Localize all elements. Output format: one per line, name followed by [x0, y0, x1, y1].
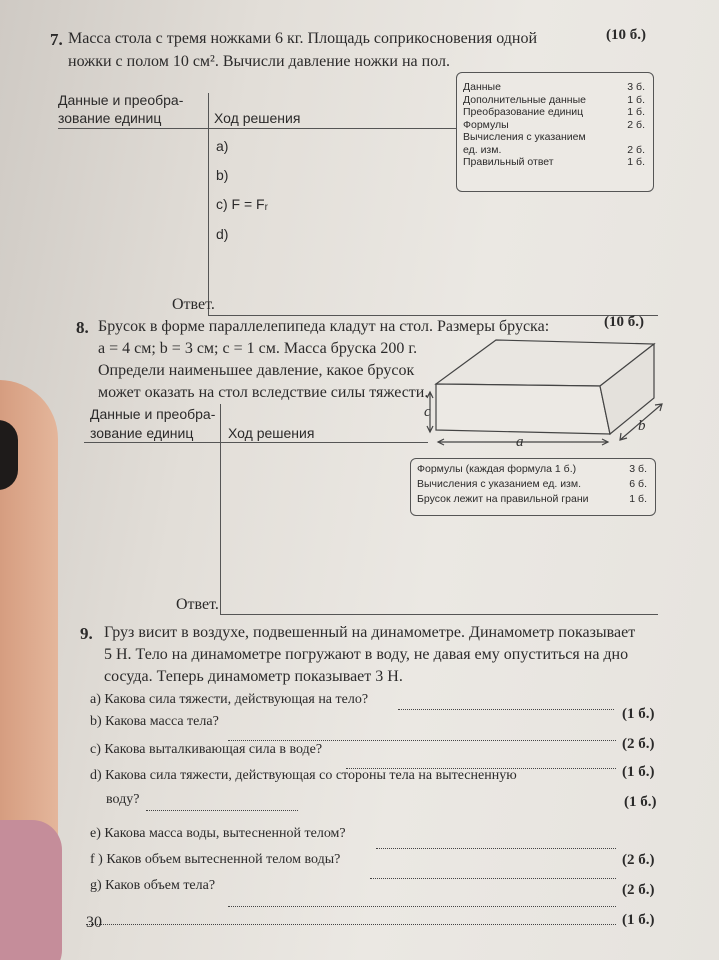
answer-line-g[interactable]	[228, 906, 616, 907]
task7-col-data-line1: Данные и преобра-	[58, 92, 184, 108]
task8-answer-label: Ответ.	[176, 596, 219, 613]
task8-text-line4: может оказать на стол вследствие силы тяжести.	[98, 384, 429, 401]
task9-points-f: (2 б.)	[622, 882, 655, 898]
answer-line-d[interactable]	[146, 810, 298, 811]
task7-step-a: a)	[216, 138, 229, 154]
task7-header-rule	[58, 128, 458, 129]
task8-column-divider	[220, 404, 221, 614]
rubric-row: Формулы (каждая формула 1 б.) 3 б.	[417, 463, 647, 475]
task8-text-line1: Брусок в форме параллелепипеда кладут на стол. Размеры бруска:	[98, 318, 550, 335]
task7-answer-rule	[208, 315, 658, 316]
task9-question-b: b) Какова масса тела?	[90, 714, 219, 729]
task9-question-d-cont: воду?	[106, 792, 140, 807]
task8-points: (10 б.)	[604, 314, 644, 330]
dim-c-label: c	[424, 404, 431, 420]
task9-text-line1: Груз висит в воздухе, подвешенный на динамометре. Динамометр показывает	[104, 624, 636, 641]
task7-step-b: b)	[216, 167, 229, 183]
answer-line-f[interactable]	[370, 878, 616, 879]
task8-answer-rule	[220, 614, 658, 615]
task7-col-data-line2: зование единиц	[58, 110, 162, 126]
task9-points-d: (1 б.)	[624, 794, 657, 810]
task9-points-c: (1 б.)	[622, 764, 655, 780]
task7-text-line1: Масса стола с тремя ножками 6 кг. Площадь соприкосновения одной	[68, 30, 538, 47]
task9-question-e: e) Какова масса воды, вытесненной телом?	[90, 826, 346, 841]
rubric-row: Дополнительные данные 1 б.	[463, 93, 645, 106]
brick-diagram	[424, 332, 674, 462]
rubric-row: Вычисления с указанием ед. изм. 6 б.	[417, 478, 647, 490]
answer-line-extra[interactable]	[86, 924, 616, 925]
rubric-row: ед. изм. 2 б.	[463, 143, 645, 156]
task7-points: (10 б.)	[606, 27, 646, 43]
task9-question-a: a) Какова сила тяжести, действующая на тело?	[90, 692, 369, 707]
answer-line-a[interactable]	[398, 709, 614, 710]
task7-number: 7.	[50, 30, 63, 49]
task8-header-rule	[84, 442, 428, 443]
task8-text-line3: Определи наименьшее давление, какое брусок	[98, 362, 415, 379]
task9-question-d: d) Какова сила тяжести, действующая со стороны тела на вытесненную	[90, 768, 517, 783]
task9-question-g: g) Каков объем тела?	[90, 878, 216, 893]
rubric-row: Брусок лежит на правильной грани 1 б.	[417, 493, 647, 505]
task7-col-solution: Ход решения	[214, 110, 301, 126]
fingernail-photo-overlay	[0, 420, 18, 490]
task8-rubric-box	[410, 458, 656, 516]
page-number: 30	[86, 914, 102, 931]
task7-step-c: c) F = Fᵣ	[216, 196, 268, 212]
task9-text-line3: сосуда. Теперь динамометр показывает 3 Н.	[104, 668, 403, 685]
task9-question-c: c) Какова выталкивающая сила в воде?	[90, 742, 323, 757]
task9-text-line2: 5 Н. Тело на динамометре погружают в воду, не давая ему опуститься на дно	[104, 646, 629, 663]
rubric-row: Правильный ответ 1 б.	[463, 156, 645, 168]
rubric-row: Данные 3 б.	[463, 81, 645, 93]
task7-answer-label: Ответ.	[172, 296, 215, 313]
task7-column-divider	[208, 93, 209, 315]
task7-text-line2: ножки с полом 10 см². Вычисли давление ножки на пол.	[68, 53, 450, 70]
task9-points-a: (1 б.)	[622, 706, 655, 722]
task9-points-e: (2 б.)	[622, 852, 655, 868]
answer-line-b[interactable]	[228, 740, 616, 741]
task7-step-d: d)	[216, 226, 229, 242]
task9-question-f: f ) Каков объем вытесненной телом воды?	[90, 852, 341, 867]
task8-col-data-line2: зование единиц	[90, 425, 194, 441]
task8-col-solution: Ход решения	[228, 425, 315, 441]
task8-text-line2: a = 4 см; b = 3 см; c = 1 см. Масса бруска 200 г.	[98, 340, 418, 357]
rubric-row: Формулы 2 б.	[463, 118, 645, 131]
task9-points-b: (2 б.)	[622, 736, 655, 752]
dim-b-label: b	[638, 418, 646, 434]
task7-rubric-box	[456, 72, 654, 192]
sleeve-photo-overlay	[0, 820, 62, 960]
rubric-row: Преобразование единиц 1 б.	[463, 106, 645, 118]
task9-points-g: (1 б.)	[622, 912, 655, 928]
task8-number: 8.	[76, 318, 89, 337]
brick-front-face	[436, 384, 610, 434]
task8-col-data-line1: Данные и преобра-	[90, 406, 216, 422]
task9-number: 9.	[80, 624, 93, 643]
dim-a-label: a	[516, 434, 524, 450]
answer-line-e[interactable]	[376, 848, 616, 849]
rubric-row: Вычисления с указанием	[463, 131, 586, 143]
